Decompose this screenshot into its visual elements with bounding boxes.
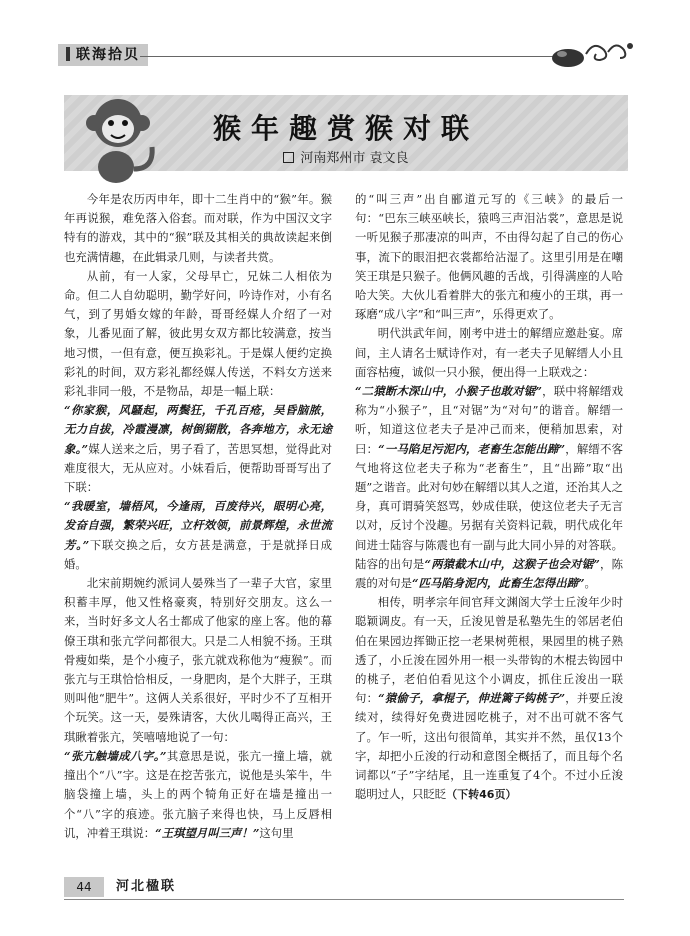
paragraph-text: ，解缙不客气地将这位老夫子称为“老畜生”，且“出蹄”取“出题”之谐音。此对句妙在解缙以其人之道，还治其人之身，真可谓骑笑怒骂，妙成佳联，使这位老夫子无言以对，反讨个没趣。另据有关资料记载，明代成化年间进士陆容与陈震也有一副与此大同小异的对答联。陆容的出句是 [355,441,623,571]
paragraph-text: 相传，明孝宗年间官拜文渊阁大学士丘浚年少时聪颖调皮。有一天，丘浚见曾是私塾先生的邻居老伯伯在果园边挥锄正挖一老果树蔸根，果园里的桃子熟透了，小丘浚在园外用一根一头带钩的木棍去钩园中的桃子，老伯伯看见这个小调皮，抓住丘浚出一联句： [355,595,623,706]
page-header [58,44,638,74]
paragraph [355,382,623,593]
paragraph [64,401,332,497]
page-number: 44 [64,877,104,897]
paragraph: 的“叫三声”出自郦道元写的《三峡》的最后一句：“巴东三峡巫峡长，猿鸣三声泪沾裳”，意思是说一听见猴子那凄凉的叫声，不由得勾起了自己的伤心事，流下的眼泪把衣裳都给沾湿了。这里引用是在嘲笑王琪是只猴子。他俩风趣的舌战，引得满座的人哈哈大笑。大伙儿看着胖大的张亢和瘦小的王琪，再一琢磨“成八字”和“叫三声”，乐得更欢了。 [355,192,623,322]
header-rule [140,56,568,57]
paragraph [64,747,332,843]
couplet-quote: “两猿截木山中，这猴子也会对锯” [424,556,600,571]
couplet-quote: “一马陷足污泥内，老畜生怎能出蹄” [378,441,566,456]
paragraph-text: ，并要丘浚续对，续得好免费进园吃桃子，对不出可就不客气了。乍一听，这出句很简单，其实并不然，虽仅13个字，却把小丘浚的行动和意图全概括了，而且每个名词都以“子”字结尾，且一连重复了4个。不过小丘浚聪明过人，只眨眨 [355,691,623,802]
paragraph: 北宋前期婉约派词人晏殊当了一辈子大官，家里积蓄丰厚，他又性格豪爽，特别好交朋友。这么一来，当时好多文人名士都成了他家的座上客。他的幕僚王琪和张亢学问都很大。只是二人相貌不扬。王琪骨瘦如柴，是个小瘦子，张亢就戏称他为“瘦猴”。而张亢与王琪恰恰相反，一身肥肉，是个大胖子，王琪则叫他“肥牛”。这俩人关系很好，平时少不了互相开个玩笑。这一天，晏殊请客，大伙儿喝得正高兴，王琪瞅着张亢，笑嘻嘻地说了一句： [64,576,332,744]
article-byline [64,147,628,166]
couplet-quote: “王琪望月叫三声！” [155,825,260,840]
section-bar [66,47,70,61]
title-banner [64,95,628,171]
couplet-quote: “匹马陷身泥内，此畜生怎得出蹄” [411,576,585,591]
paragraph: 从前，有一人家，父母早亡，兄妹二人相依为命。但二人自幼聪明，勤学好问，吟诗作对，小有名气，到了男婚女嫁的年龄，哥哥经媒人介绍了一对象，儿番见面了解，彼此男女双方都比较满意，按当地习惯，一但有意，便互换彩礼。于是媒人便约定换彩礼的时间，双方彩礼都经媒人传送，不料女方送来彩礼非同一般，不是物品，却是一幅上联： [64,268,332,399]
article-title: 猴年趣赏猴对联 [212,112,479,145]
couplet-quote: “猿偷子，拿棍子，伸进篱子钩桃子” [378,691,566,706]
paragraph-text: ，联中将解缙戏称为“小猴子”，且“对锯”为“对句”的谐音。解缙一听，知道这位老夫子是冲己而来，便稍加思索，对曰： [355,384,623,456]
page-footer [64,877,644,899]
byline-box-icon [283,152,294,163]
paragraph-text: 。 [584,576,596,591]
couplet-quote: “张亢触墙成八字。” [64,748,167,763]
continued-on-link[interactable]: （下转46页） [446,788,517,802]
paragraph [355,593,623,804]
paragraph-text: ，陈震的对句是 [355,556,623,591]
paragraph-text: 媒人送来之后，男子看了，苦思冥想，觉得此对难度很大，无从应对。小妹看后，便帮助哥哥写出了下联： [64,441,332,495]
right-column [355,190,623,805]
paragraph: 明代洪武年间，刚考中进士的解缙应邀赴宴。席间，主人请名士赋诗作对，有一老夫子见解缙人小且面容枯瘦，诚似一只小猴，便出得一上联戏之： [355,326,623,379]
paragraph: 今年是农历丙申年，即十二生肖中的“猴”年。猴年再说猴，难免落入俗套。而对联，作为中国汉文字特有的游戏，其中的“猴”联及其相关的典故读起来倒也充满情趣，在此辑录几则，与读者共赏。 [64,192,332,264]
byline-text: 河南郑州市 袁文良 [300,151,409,166]
ink-cloud-ornament-icon [538,34,638,74]
magazine-name: 河北楹联 [116,879,177,894]
paragraph [64,497,332,574]
left-column [64,190,332,843]
section-label: 联海拾贝 [76,47,140,63]
couplet-quote: “二猿断木深山中，小猴子也敢对锯” [355,384,542,399]
paragraph-text: 其意思是说，张亢一撞上墙，就撞出个“八”字。这是在挖苦张亢，说他是头笨牛，牛脑袋撞上墙，头上的两个犄角正好在墙是撞出一个“八”字的痕迹。张亢脑子来得也快，马上反唇相讥，冲着王琪说： [64,748,332,840]
footer-rule [64,899,624,900]
paragraph-text: 下联交换之后，女方甚是满意，于是就择日成婚。 [64,537,332,571]
couplet-quote: “你家猴，风騷起，两鬓狂，千孔百疮，吴昏脑脓，无力自拔，冷霞漫凛，树倒猢散，各奔地方，永无途象。” [64,403,332,456]
couplet-quote: “我暖室，墙梧风，今逢雨，百废待兴，眼明心亮，发奋自强，繁荣兴旺，立杆效领，前景辉煌，永世流芳。” [64,499,332,552]
section-tag [58,44,148,66]
paragraph-text: 这句里 [259,825,294,840]
